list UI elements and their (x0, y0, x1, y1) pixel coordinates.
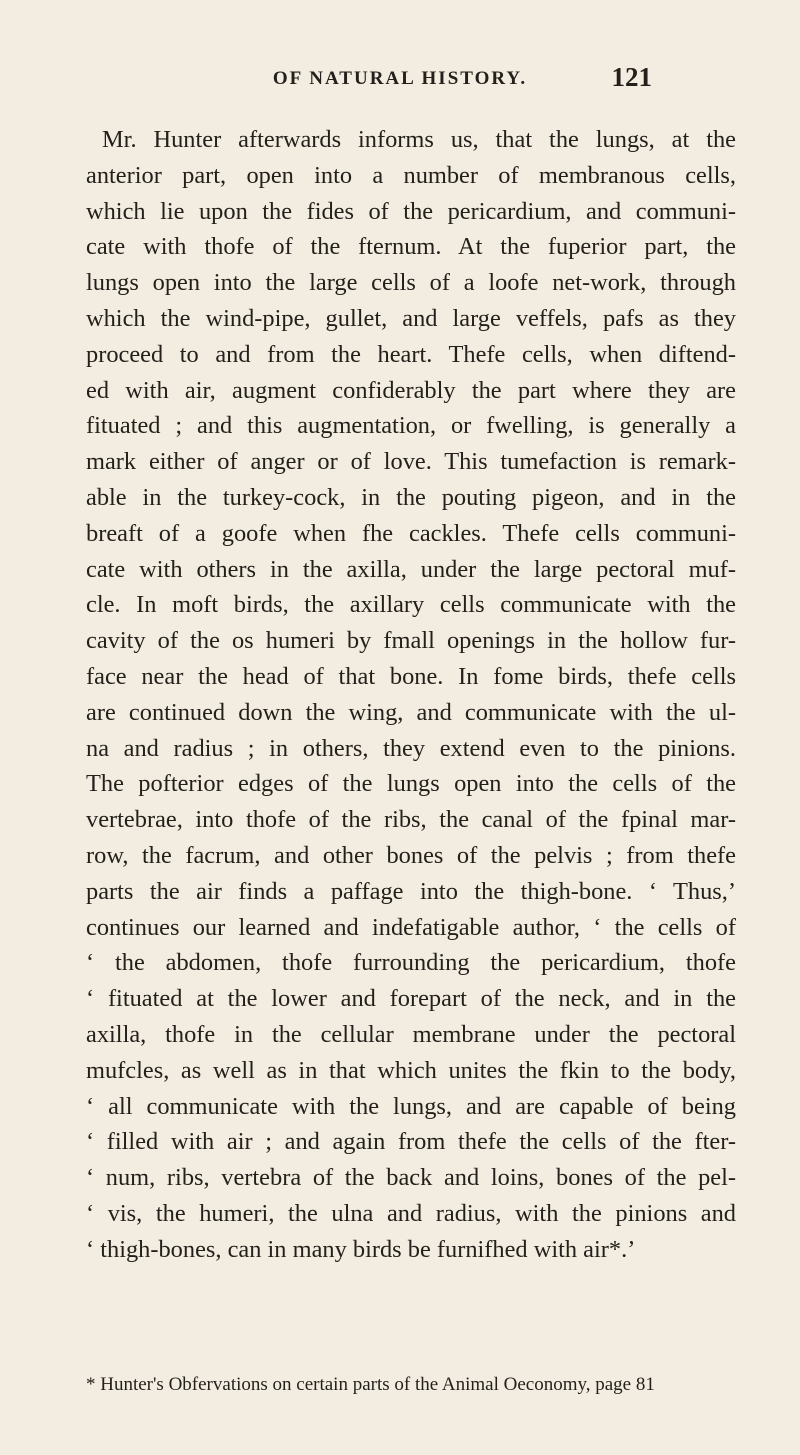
text-line: continues our learned and indefatigable author, ‘ the cells of (86, 913, 736, 941)
text-line: proceed to and from the heart. Thefe cells, when diftend- (86, 340, 736, 368)
text-line: ‘ filled with air ; and again from thefe the cells of the fter- (86, 1128, 736, 1156)
text-line: ‘ num, ribs, vertebra of the back and loins, bones of the pel- (86, 1164, 736, 1192)
text-line: ‘ vis, the humeri, the ulna and radius, with the pinions and (86, 1199, 736, 1227)
text-line: breaft of a goofe when fhe cackles. Thefe cells communi- (86, 519, 736, 547)
text-line: mufcles, as well as in that which unites the fkin to the body, (86, 1056, 736, 1084)
text-line: face near the head of that bone. In fome birds, thefe cells (86, 662, 736, 690)
text-line: lungs open into the large cells of a loofe net-work, through (86, 269, 736, 297)
text-line: vertebrae, into thofe of the ribs, the canal of the fpinal mar- (86, 806, 736, 834)
text-line: cate with others in the axilla, under the large pectoral muf- (86, 555, 736, 583)
text-line: The pofterior edges of the lungs open into the cells of the (86, 770, 736, 798)
text-line: which the wind-pipe, gullet, and large veffels, pafs as they (86, 304, 736, 332)
text-line: mark either of anger or of love. This tumefaction is remark- (86, 448, 736, 476)
footnote: * Hunter's Obfervations on certain parts of the Animal Oeconomy, page 81 (86, 1374, 655, 1395)
running-head (0, 62, 800, 102)
text-line: able in the turkey-cock, in the pouting pigeon, and in the (86, 483, 736, 511)
text-line: ‘ the abdomen, thofe furrounding the pericardium, thofe (86, 949, 736, 977)
running-title: OF NATURAL HISTORY. (272, 68, 528, 89)
text-line: are continued down the wing, and communicate with the ul- (86, 698, 736, 726)
text-line: fituated ; and this augmentation, or fwelling, is generally a (86, 412, 736, 440)
body-paragraph (86, 122, 736, 1268)
text-line: cate with thofe of the fternum. At the fuperior part, the (86, 233, 736, 261)
text-line: row, the facrum, and other bones of the pelvis ; from thefe (86, 841, 736, 869)
page-number: 121 (611, 62, 652, 92)
text-line: ‘ thigh-bones, can in many birds be furnifhed with air*.’ (86, 1235, 636, 1263)
text-line: anterior part, open into a number of membranous cells, (86, 161, 736, 189)
text-line: ‘ all communicate with the lungs, and are capable of being (86, 1092, 736, 1120)
text-line: ed with air, augment confiderably the part where they are (86, 376, 736, 404)
text-line: Mr. Hunter afterwards informs us, that the lungs, at the (102, 126, 736, 153)
text-line: which lie upon the fides of the pericardium, and communi- (86, 197, 736, 225)
text-line: ‘ fituated at the lower and forepart of the neck, and in the (86, 985, 736, 1013)
text-line: cle. In moft birds, the axillary cells communicate with the (86, 591, 736, 619)
text-line: parts the air finds a paffage into the thigh-bone. ‘ Thus,’ (86, 877, 736, 905)
text-line: axilla, thofe in the cellular membrane under the pectoral (86, 1020, 736, 1048)
text-line: na and radius ; in others, they extend even to the pinions. (86, 734, 736, 762)
text-line: cavity of the os humeri by fmall openings in the hollow fur- (86, 627, 736, 655)
